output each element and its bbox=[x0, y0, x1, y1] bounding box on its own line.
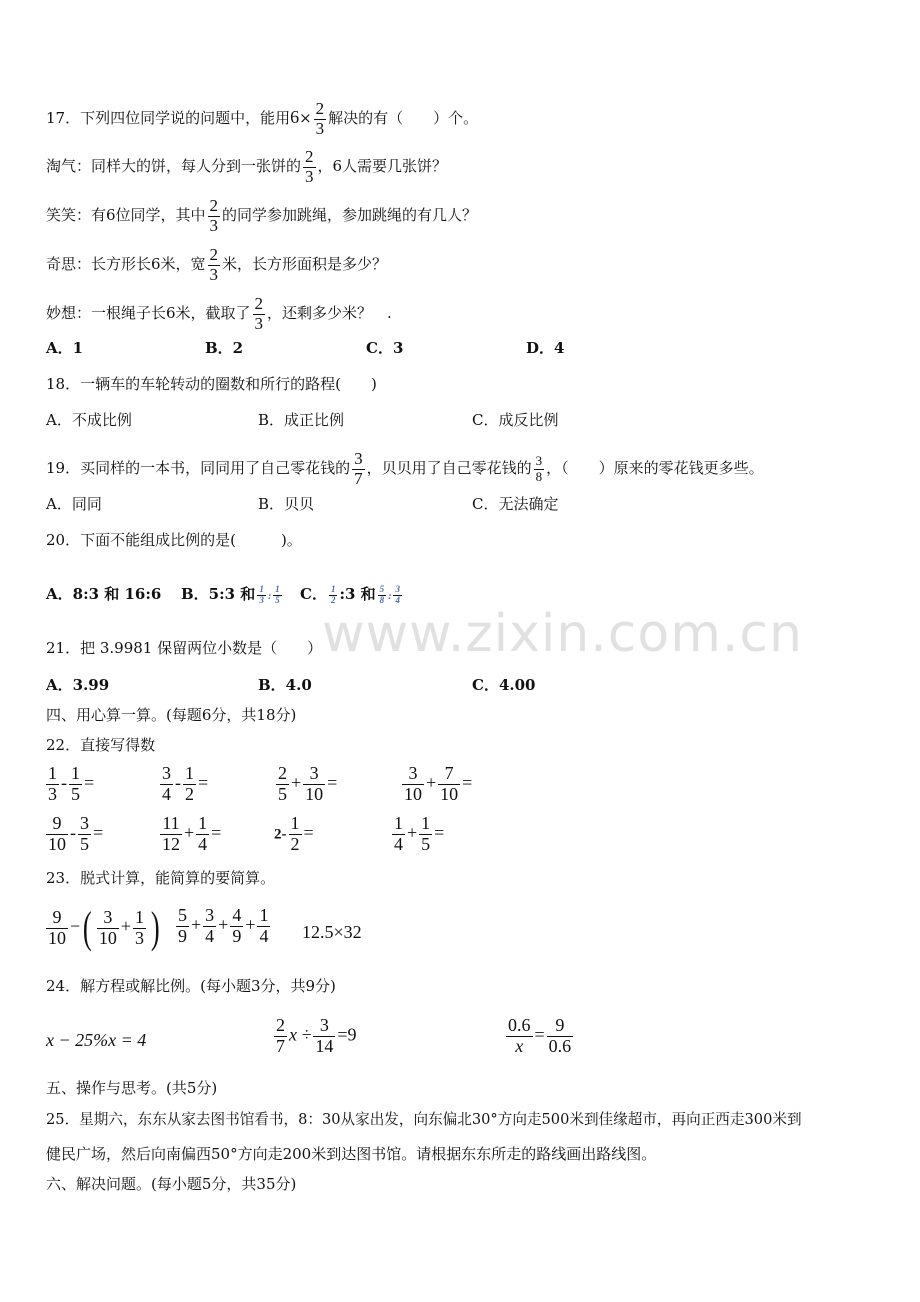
q20-option-b-text: B．5:3 和 bbox=[181, 585, 256, 603]
frac bbox=[392, 814, 405, 855]
frac-numerator: 3 bbox=[80, 813, 89, 833]
watermark: www.zixin.com.cn bbox=[322, 604, 803, 664]
frac-numerator: 1 bbox=[198, 813, 208, 833]
miaoxiang-tail: ，还剩多少米？ . bbox=[267, 304, 392, 323]
frac-denominator: 2 bbox=[185, 783, 194, 804]
equation-middle: x ÷ bbox=[289, 1024, 312, 1045]
frac bbox=[289, 814, 302, 855]
taoqi-tail: ，6人需要几张饼？ bbox=[317, 157, 448, 176]
frac bbox=[160, 764, 173, 805]
q24-eq-1: x − 25%x = 4 bbox=[46, 1030, 147, 1050]
frac bbox=[313, 1016, 335, 1057]
frac-numerator: 3 bbox=[535, 453, 543, 469]
q20-option-c[interactable]: C． $\frac{1}{2}$ :3 和 $\frac{5}{8}$ : $\frac{3}{4}$ bbox=[300, 583, 400, 605]
frac-denominator: 3 bbox=[305, 166, 314, 186]
frac-numerator: 0.6 bbox=[508, 1015, 531, 1035]
frac-numerator: 5 bbox=[379, 583, 385, 594]
frac bbox=[183, 764, 196, 805]
operator: − bbox=[70, 916, 81, 937]
q20-c-frac-3 bbox=[393, 585, 402, 606]
frac-numerator: 7 bbox=[438, 764, 460, 785]
frac-numerator: 2 bbox=[254, 294, 264, 313]
q17-option-b[interactable]: B．2 bbox=[205, 339, 244, 357]
frac-denominator: 5 bbox=[278, 783, 287, 804]
qisi-tail: 米，长方形面积是多少？ bbox=[222, 255, 388, 274]
frac-numerator: 3 bbox=[402, 764, 424, 785]
qisi-fraction bbox=[208, 246, 221, 284]
q19-option-b[interactable]: B．贝贝 bbox=[258, 495, 315, 513]
q20-b-frac-1 bbox=[257, 585, 266, 606]
xiaoxiao-fraction bbox=[208, 197, 221, 235]
frac-denominator: 0.6 bbox=[548, 1035, 572, 1056]
q22-item-6 bbox=[158, 814, 221, 855]
q19-fraction-2 bbox=[534, 454, 545, 484]
frac bbox=[78, 814, 91, 855]
q22-item-2 bbox=[158, 764, 208, 805]
q17-stem-tail: 解决的有（ ）个。 bbox=[328, 109, 479, 128]
q22-item-3 bbox=[274, 764, 337, 805]
frac bbox=[97, 908, 119, 949]
section-5-heading: 五、操作与思考。(共5分) bbox=[46, 1079, 218, 1097]
equals: = bbox=[198, 772, 209, 793]
q17-taoqi bbox=[46, 148, 447, 186]
q23-expr-2 bbox=[174, 906, 272, 947]
frac-numerator: 9 bbox=[46, 908, 68, 929]
q18-stem: 18．一辆车的车轮转动的圈数和所行的路程( ) bbox=[46, 375, 377, 393]
frac bbox=[257, 906, 270, 947]
frac-numerator: 1 bbox=[290, 813, 300, 833]
q21-option-a[interactable]: A．3.99 bbox=[46, 676, 110, 694]
q17-miaoxiang bbox=[46, 295, 392, 333]
q20-option-a[interactable]: A．8:3 和 16:6 bbox=[46, 585, 162, 603]
equals: = bbox=[462, 772, 473, 793]
frac bbox=[46, 814, 68, 855]
q24-stem: 24．解方程或解比例。(每小题3分，共9分) bbox=[46, 977, 336, 995]
operator: - bbox=[175, 772, 181, 793]
frac-denominator: 9 bbox=[178, 925, 187, 946]
q21-stem: 21．把 3.9981 保留两位小数是（ ） bbox=[46, 639, 323, 657]
frac-numerator: 4 bbox=[232, 905, 242, 925]
operator: + bbox=[184, 822, 195, 843]
frac-numerator: 1 bbox=[134, 906, 144, 927]
frac-denominator: 8 bbox=[535, 468, 543, 484]
q22-stem: 22．直接写得数 bbox=[46, 736, 156, 754]
frac-denominator: 7 bbox=[354, 468, 363, 488]
q19-option-c[interactable]: C．无法确定 bbox=[472, 495, 559, 513]
frac-denominator: 4 bbox=[395, 594, 400, 605]
q24-eq-2 bbox=[272, 1016, 357, 1057]
q20-c-frac-2 bbox=[378, 585, 387, 606]
frac-numerator: 2 bbox=[315, 99, 325, 118]
equation-end: =9 bbox=[337, 1024, 357, 1045]
frac bbox=[230, 906, 243, 947]
frac-denominator: 10 bbox=[440, 783, 459, 804]
frac-numerator: 1 bbox=[71, 763, 80, 783]
frac bbox=[438, 764, 460, 805]
taoqi-text: 淘气：同样大的饼，每人分到一张饼的 bbox=[46, 157, 302, 176]
frac-denominator: 3 bbox=[48, 783, 57, 804]
q19-fraction-1 bbox=[352, 450, 365, 488]
section-6-heading: 六、解决问题。(每小题5分，共35分) bbox=[46, 1175, 297, 1193]
frac-numerator: 1 bbox=[421, 813, 431, 833]
q19-stem-tail: ，（ ）原来的零花钱更多些。 bbox=[546, 459, 764, 478]
frac bbox=[547, 1016, 574, 1057]
q25-line-2: 健民广场，然后向南偏西50°方向走200米到达图书馆。请根据东东所走的路线画出路线图。 bbox=[46, 1145, 657, 1163]
q18-option-b[interactable]: B．成正比例 bbox=[258, 411, 345, 429]
q19-stem bbox=[46, 450, 764, 488]
whole-part: 2- bbox=[274, 826, 287, 843]
frac bbox=[276, 764, 289, 805]
q18-option-c[interactable]: C．成反比例 bbox=[472, 411, 559, 429]
right-paren: ) bbox=[150, 903, 160, 952]
q19-stem-mid: ，贝贝用了自己零花钱的 bbox=[366, 459, 532, 478]
frac-numerator: 2 bbox=[276, 1015, 285, 1035]
frac bbox=[196, 814, 209, 855]
frac-numerator: 1 bbox=[394, 813, 403, 833]
q20-b-frac-2 bbox=[273, 585, 282, 606]
frac bbox=[133, 908, 146, 949]
operator: + bbox=[218, 914, 229, 935]
taoqi-fraction bbox=[303, 148, 316, 186]
frac-numerator: 3 bbox=[313, 1016, 335, 1037]
frac-numerator: 3 bbox=[395, 583, 400, 594]
frac-denominator: 10 bbox=[305, 783, 324, 804]
frac-denominator: 3 bbox=[209, 215, 219, 235]
equals: = bbox=[434, 822, 445, 843]
q23-stem: 23．脱式计算，能简算的要简算。 bbox=[46, 869, 276, 887]
equals: = bbox=[303, 822, 314, 843]
frac-denominator: 7 bbox=[276, 1035, 285, 1056]
q17-xiaoxiao bbox=[46, 197, 477, 235]
frac-denominator: 12 bbox=[162, 833, 180, 854]
frac-denominator: 10 bbox=[48, 927, 66, 948]
q17-fraction bbox=[314, 100, 327, 138]
q20-stem: 20．下面不能组成比例的是( )。 bbox=[46, 531, 302, 549]
frac-denominator: 4 bbox=[162, 783, 171, 804]
q21-option-b[interactable]: B．4.0 bbox=[258, 676, 312, 694]
frac-numerator: 3 bbox=[205, 905, 215, 925]
frac bbox=[46, 764, 59, 805]
q17-option-d[interactable]: D．4 bbox=[526, 339, 565, 357]
q20-c-frac-1 bbox=[329, 585, 338, 606]
q19-stem-text: 19．买同样的一本书，同同用了自己零花钱的 bbox=[46, 459, 351, 478]
q18-option-a[interactable]: A．不成比例 bbox=[46, 411, 132, 429]
frac-numerator: 2 bbox=[209, 196, 219, 215]
frac-denominator: 4 bbox=[205, 925, 215, 946]
frac-denominator: 10 bbox=[48, 833, 66, 854]
frac-numerator: 1 bbox=[330, 583, 336, 594]
frac-denominator: 3 bbox=[134, 927, 144, 948]
frac-denominator: 3 bbox=[209, 264, 219, 284]
miaoxiang-fraction bbox=[253, 295, 266, 333]
operator: - bbox=[61, 772, 67, 793]
frac bbox=[46, 908, 68, 949]
xiaoxiao-text: 笑笑：有6位同学，其中 bbox=[46, 206, 206, 225]
frac-numerator: 9 bbox=[547, 1016, 574, 1037]
operator: + bbox=[407, 822, 418, 843]
q22-item-8 bbox=[390, 814, 444, 855]
q22-item-1 bbox=[44, 764, 94, 805]
q17-option-c[interactable]: C．3 bbox=[366, 339, 404, 357]
q17-stem-text: 17．下列四位同学说的问题中，能用 bbox=[46, 109, 291, 128]
q24-eq-3 bbox=[504, 1016, 575, 1057]
frac-denominator: 9 bbox=[232, 925, 242, 946]
operator: + bbox=[191, 914, 202, 935]
frac-denominator: 5 bbox=[80, 833, 89, 854]
xiaoxiao-tail: 的同学参加跳绳，参加跳绳的有几人？ bbox=[222, 206, 478, 225]
frac-denominator: 5 bbox=[275, 594, 280, 605]
frac-numerator: 1 bbox=[259, 583, 264, 594]
operator: + bbox=[426, 772, 437, 793]
frac-denominator: 2 bbox=[330, 594, 336, 605]
q23-expr-3: 12.5×32 bbox=[302, 922, 362, 942]
frac-denominator: 10 bbox=[404, 783, 422, 804]
frac-numerator: 3 bbox=[162, 763, 171, 783]
frac-denominator: 3 bbox=[254, 313, 264, 333]
frac-denominator: 8 bbox=[379, 594, 385, 605]
frac-numerator: 5 bbox=[178, 905, 187, 925]
frac-numerator: 3 bbox=[97, 908, 119, 929]
frac-numerator: 3 bbox=[354, 449, 363, 468]
q22-item-4 bbox=[400, 764, 472, 805]
q22-item-7 bbox=[274, 814, 314, 855]
q17-option-a[interactable]: A．1 bbox=[46, 339, 84, 357]
frac-denominator: x bbox=[515, 1035, 524, 1056]
frac-denominator: 10 bbox=[98, 927, 117, 948]
frac-denominator: 4 bbox=[259, 925, 269, 946]
frac-numerator: 2 bbox=[278, 763, 287, 783]
frac-numerator: 2 bbox=[305, 147, 314, 166]
q20-option-c-label: C． bbox=[300, 585, 327, 603]
operator: + bbox=[245, 914, 256, 935]
equals: = bbox=[534, 1024, 545, 1045]
operator: + bbox=[120, 916, 131, 937]
frac bbox=[203, 906, 216, 947]
q23-expr-1 bbox=[44, 903, 163, 952]
frac-numerator: 2 bbox=[209, 245, 219, 264]
q20-option-b[interactable]: B．5:3 和 $\frac{1}{3}$ : $\frac{1}{5}$ bbox=[181, 583, 280, 605]
q17-qisi bbox=[46, 246, 387, 284]
frac-numerator: 11 bbox=[160, 814, 182, 835]
frac bbox=[274, 1016, 287, 1057]
q21-option-c[interactable]: C．4.00 bbox=[472, 676, 536, 694]
equals: = bbox=[327, 772, 338, 793]
q17-expr-op: × bbox=[299, 109, 312, 128]
frac-numerator: 9 bbox=[46, 814, 68, 835]
frac bbox=[176, 906, 189, 947]
miaoxiang-text: 妙想：一根绳子长6米，截取了 bbox=[46, 304, 251, 323]
operator: + bbox=[291, 772, 302, 793]
frac bbox=[160, 814, 182, 855]
frac-denominator: 3 bbox=[315, 118, 325, 138]
frac-numerator: 3 bbox=[303, 764, 325, 785]
frac bbox=[402, 764, 424, 805]
frac-numerator: 1 bbox=[259, 905, 269, 925]
frac-denominator: 2 bbox=[290, 833, 300, 854]
frac bbox=[419, 814, 432, 855]
frac bbox=[69, 764, 82, 805]
q17-stem bbox=[46, 100, 478, 138]
frac-denominator: 4 bbox=[394, 833, 403, 854]
section-4-heading: 四、用心算一算。(每题6分，共18分) bbox=[46, 706, 297, 724]
equals: = bbox=[93, 822, 104, 843]
frac-denominator: 14 bbox=[315, 1035, 334, 1056]
frac bbox=[303, 764, 325, 805]
equals: = bbox=[211, 822, 222, 843]
frac-denominator: 3 bbox=[259, 594, 264, 605]
frac-numerator: 1 bbox=[185, 763, 194, 783]
q25-line-1: 25．星期六，东东从家去图书馆看书，8：30从家出发，向东偏北30°方向走500米到佳缘超市，再向正西走300米到 bbox=[46, 1111, 802, 1128]
q19-option-a[interactable]: A．同同 bbox=[46, 495, 102, 513]
operator: - bbox=[70, 822, 76, 843]
frac-numerator: 1 bbox=[48, 763, 57, 783]
q22-item-5 bbox=[44, 814, 103, 855]
q17-expr-whole: 6 bbox=[290, 107, 300, 128]
frac-denominator: 4 bbox=[198, 833, 208, 854]
frac bbox=[506, 1016, 533, 1057]
q20-option-c-mid: :3 和 bbox=[339, 585, 376, 603]
frac-denominator: 5 bbox=[71, 783, 80, 804]
left-paren: ( bbox=[83, 903, 92, 952]
equals: = bbox=[84, 772, 95, 793]
qisi-text: 奇思：长方形长6米，宽 bbox=[46, 255, 206, 274]
frac-numerator: 1 bbox=[275, 583, 280, 594]
frac-denominator: 5 bbox=[421, 833, 431, 854]
